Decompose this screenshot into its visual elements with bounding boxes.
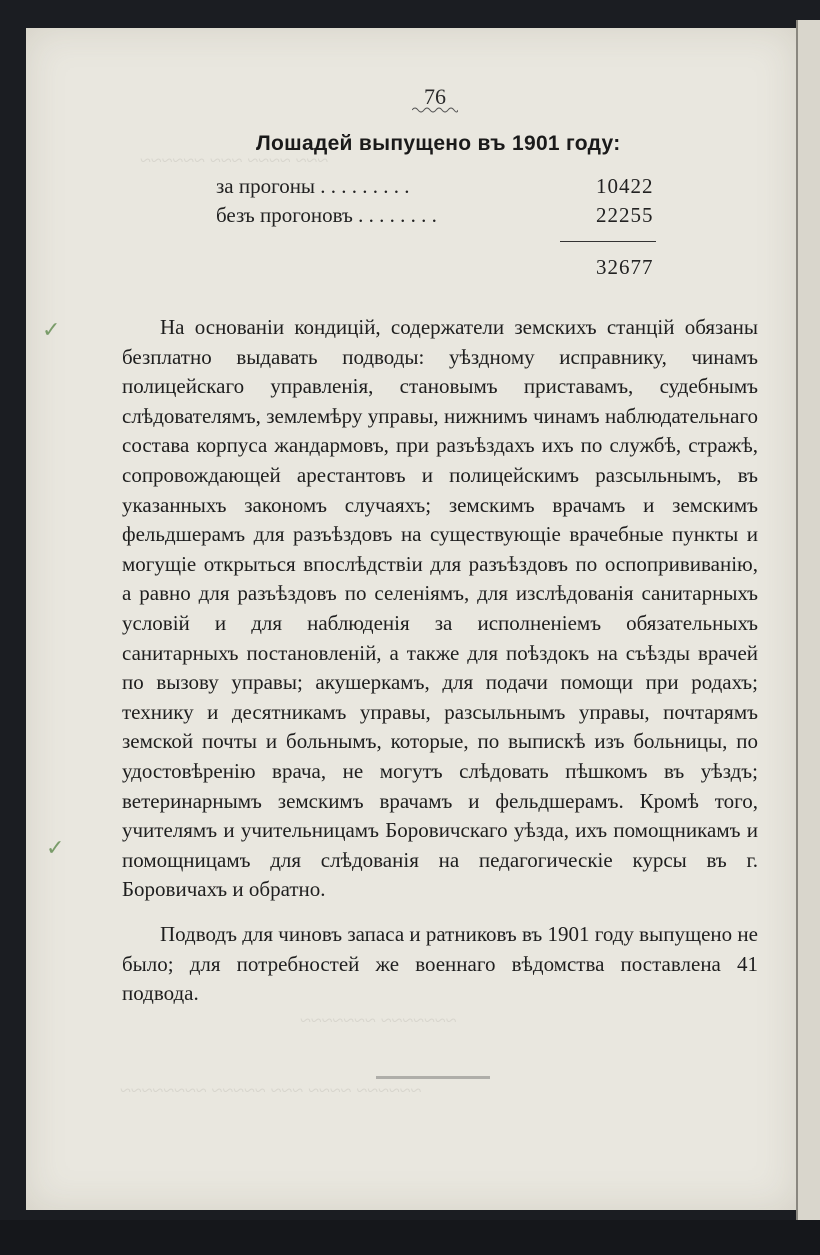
next-page-edge (796, 20, 820, 1220)
table-row (216, 203, 676, 231)
bleed-rule (376, 1076, 490, 1079)
page-number-ornament (412, 106, 458, 114)
table-row (216, 174, 676, 202)
bleed-through-texture: ~~~ ~~~~ ~~~ ~~~~~~ (140, 150, 329, 172)
table-total (216, 255, 676, 283)
total-value: 32677 (596, 255, 654, 279)
bleed-through-texture: ~~~~~~~ ~~~~~~~ (300, 1010, 457, 1032)
scanner-background (0, 1220, 820, 1255)
pencil-check-icon: ✓ (42, 318, 61, 343)
sum-rule (560, 241, 656, 242)
paragraph-reserve: Подводъ для чиновъ запаса и ратниковъ въ 1901 году выпущено не было; для потребностей же военнаго вѣдомства поставлена 41 подвода. (122, 922, 758, 1006)
section-heading: Лошадей выпущено въ 1901 году: (256, 132, 621, 155)
row-value: 22255 (596, 203, 654, 227)
paragraph-conditions: На основаніи кондицій, содержатели земскихъ станцій обязаны безплатно выдавать подводы: уѣздному исправнику, чинамъ полицейскаго управленія, становымъ приставамъ, судебнымъ слѣдователямъ, землемѣру управы, нижнимъ чинамъ наблюдательнаго состава корпуса жандармовъ, при разъѣздахъ ихъ по службѣ, стражѣ, сопровождающей арестантовъ и полицейскимъ разсыльнымъ, въ указанныхъ закономъ случаяхъ; земскимъ врачамъ и земскимъ фельдшерамъ для разъѣздовъ на существующіе врачебные пункты и могущіе открыться впослѣдствіи для разъѣздовъ по оспопрививанію, а равно для разъѣздовъ по селеніямъ, для изслѣдованія санитарныхъ условій и для наблюденія за исполненіемъ обязательныхъ санитарныхъ постановленій, а также для поѣздокъ на съѣзды врачей по вызову управы; акушеркамъ, для подачи помощи при родахъ; технику и десятникамъ управы, разсыльнымъ управы, почтарямъ земской почты и больнымъ, которые, по выпискѣ изъ больницы, по удостовѣренію врача, не могутъ слѣдовать пѣшкомъ въ уѣздъ; ветеринарнымъ земскимъ врачамъ и фельдшерамъ. Кромѣ того, учителямъ и учительницамъ Боровичскаго уѣзда, ихъ помощникамъ и помощницамъ для слѣдованія на педагогическіе курсы въ г. Боровичахъ и обратно. (122, 315, 758, 902)
row-label: за прогоны . . . . . . . . . (216, 174, 410, 198)
row-label: безъ прогоновъ . . . . . . . . (216, 203, 437, 227)
bleed-through-texture: ~~~~~~ ~~~~ ~~~ ~~~~~ ~~~~~~~~ (120, 1080, 422, 1102)
row-value: 10422 (596, 174, 654, 198)
page-number: 76 (424, 84, 446, 109)
pencil-check-icon: ✓ (46, 836, 65, 861)
